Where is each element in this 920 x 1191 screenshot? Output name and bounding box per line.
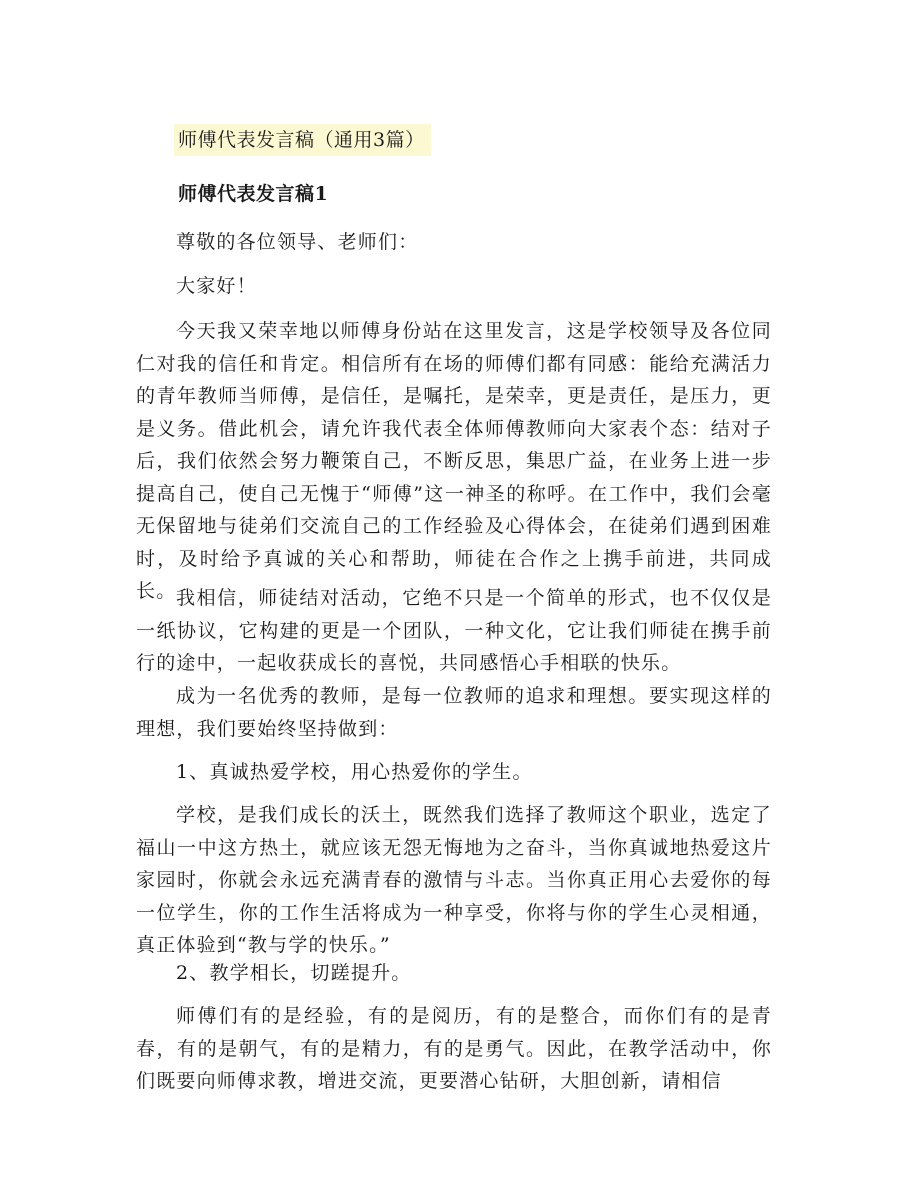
paragraph-list-item: 2、教学相长，切蹉提升。 [176,962,412,984]
paragraph-body: 学校，是我们成长的沃土，既然我们选择了教师这个职业，选定了福山一中这方热土，就应该无怨无悔地为之奋斗，当你真诚地热爱这片家园时，你就会永远充满青春的激情与斗志。当你真正用心去爱你的每一位学生，你的工作生活将成为一种享受，你将与你的学生心灵相通，真正体验到“教与学的快乐。” [136,804,772,956]
paragraph-greeting: 大家好！ [176,275,257,297]
paragraph-body: 成为一名优秀的教师，是每一位教师的追求和理想。要实现这样的理想，我们要始终坚持做到： [136,685,772,740]
paragraph-salutation: 尊敬的各位领导、老师们： [176,231,419,253]
section-title: 师傅代表发言稿1 [178,183,329,205]
paragraph-body: 今天我又荣幸地以师傅身份站在这里发言，这是学校领导及各位同仁对我的信任和肯定。相信所有在场的师傅们都有同感：能给充满活力的青年教师当师傅，是信任，是嘱托，是荣幸，更是责任，是压力，更是义务。借此机会，请允许我代表全体师傅教师向大家表个态：结对子后，我们依然会努力鞭策自己，不断反思，集思广益，在业务上进一步提高自己，使自己无愧于“师傅”这一神圣的称呼。在工作中，我们会毫无保留地与徒弟们交流自己的工作经验及心得体会，在徒弟们遇到困难时，及时给予真诚的关心和帮助，师徒在合作之上携手前进，共同成长。 [136,320,772,602]
paragraph-body: 我相信，师徒结对活动，它绝不只是一个简单的形式，也不仅仅是一纸协议，它构建的更是一个团队，一种文化，它让我们师徒在携手前行的途中，一起收获成长的喜悦，共同感悟心手相联的快乐。 [136,587,772,674]
document-title: 师傅代表发言稿（通用3篇） [174,124,431,156]
paragraph-list-item: 1、真诚热爱学校，用心热爱你的学生。 [176,761,533,783]
paragraph-body: 师傅们有的是经验，有的是阅历，有的是整合，而你们有的是青春，有的是朝气，有的是精力，有的是勇气。因此，在教学活动中，你们既要向师傅求教，增进交流，更要潜心钻研，大胆创新，请相信 [136,1005,772,1092]
